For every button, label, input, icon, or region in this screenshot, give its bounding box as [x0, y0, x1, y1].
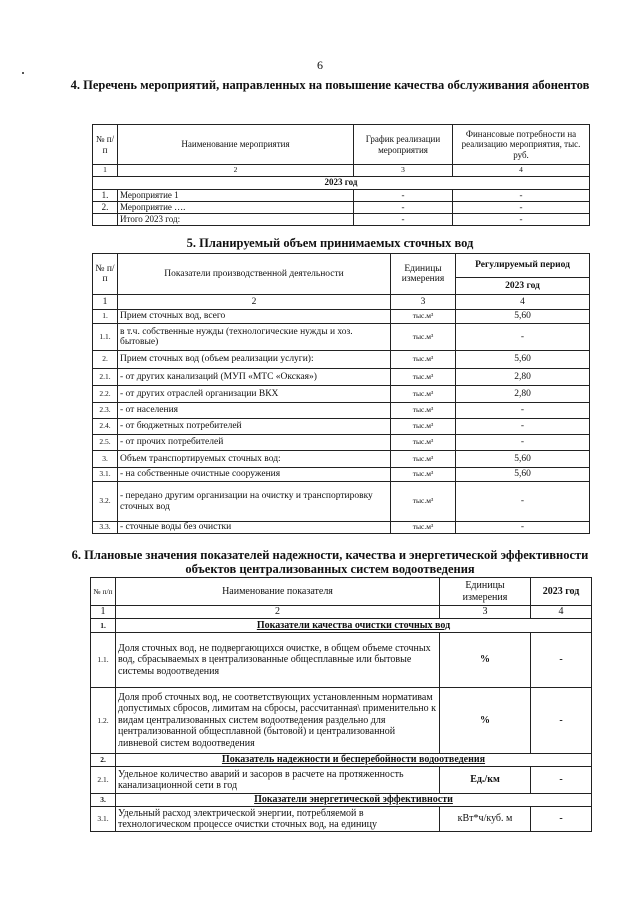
table-row [91, 767, 592, 794]
col-number: 1 [93, 295, 118, 310]
group-title: Показатели энергетической эффективности [116, 794, 592, 807]
row-schedule: - [354, 213, 453, 225]
header-unit: Единицы измерения [440, 578, 531, 606]
header-n: № п/п [93, 125, 118, 165]
group-row [91, 754, 592, 767]
row-number: 3. [93, 451, 118, 468]
group-row [91, 794, 592, 807]
row-number: 2.5. [93, 435, 118, 451]
page-number: 6 [317, 58, 323, 72]
header-n: № п/п [93, 254, 118, 295]
header-name: Наименование мероприятия [118, 125, 354, 165]
column-number-row [91, 606, 592, 619]
col-number: 3 [391, 295, 456, 310]
row-name: - на собственные очистные сооружения [118, 468, 391, 482]
row-finance: - [453, 189, 590, 201]
row-number: 2.2. [93, 386, 118, 403]
table-row [93, 435, 590, 451]
table-row [93, 468, 590, 482]
column-number-row [93, 295, 590, 310]
col-number: 3 [354, 165, 453, 177]
row-name: - от прочих потребителей [118, 435, 391, 451]
table-row [93, 522, 590, 534]
table-header-row [93, 125, 590, 165]
row-number: 1.1. [93, 324, 118, 351]
row-name: Итого 2023 год: [118, 213, 354, 225]
row-number: 3.1. [93, 468, 118, 482]
table-row [93, 189, 590, 201]
col-number: 4 [453, 165, 590, 177]
table-row [93, 386, 590, 403]
row-schedule: - [354, 201, 453, 213]
row-unit: Ед./км [440, 767, 531, 794]
table-row [93, 482, 590, 522]
header-finance: Финансовые потребности на реализацию мероприятия, тыс. руб. [453, 125, 590, 165]
row-value: - [456, 403, 590, 419]
row-unit: тыс.м³ [391, 369, 456, 386]
row-finance: - [453, 213, 590, 225]
row-unit: тыс.м³ [391, 403, 456, 419]
section4-title: 4. Перечень мероприятий, направленных на повышение качества обслуживания абонентов [70, 78, 590, 92]
table-row [93, 201, 590, 213]
row-number: 1.2. [91, 688, 116, 754]
row-number: 2.4. [93, 419, 118, 435]
header-schedule: График реализации мероприятия [354, 125, 453, 165]
row-name: в т.ч. собственные нужды (технологические нужды и хоз. бытовые) [118, 324, 391, 351]
group-number: 1. [91, 619, 116, 633]
row-number: 2. [93, 351, 118, 369]
row-name: Прием сточных вод (объем реализации услуги): [118, 351, 391, 369]
header-year: 2023 год [531, 578, 592, 606]
group-title: Показатели качества очистки сточных вод [116, 619, 592, 633]
table-row [91, 633, 592, 688]
row-value: - [456, 435, 590, 451]
row-unit: тыс.м³ [391, 522, 456, 534]
row-unit: тыс.м³ [391, 386, 456, 403]
header-name: Показатели производственной деятельности [118, 254, 391, 295]
row-value: 5,60 [456, 468, 590, 482]
group-number: 3. [91, 794, 116, 807]
row-number: 2.1. [91, 767, 116, 794]
table-row [93, 451, 590, 468]
group-title: Показатель надежности и бесперебойности водоотведения [116, 754, 592, 767]
column-number-row [93, 165, 590, 177]
col-number: 1 [93, 165, 118, 177]
row-number: 1. [93, 189, 118, 201]
row-value: - [531, 807, 592, 832]
row-number: 3.1. [91, 807, 116, 832]
row-unit: % [440, 633, 531, 688]
table-row [93, 324, 590, 351]
row-schedule: - [354, 189, 453, 201]
col-number: 2 [118, 165, 354, 177]
row-number: 2.1. [93, 369, 118, 386]
row-unit: тыс.м³ [391, 435, 456, 451]
row-finance: - [453, 201, 590, 213]
row-name: Мероприятие …. [118, 201, 354, 213]
row-value: 5,60 [456, 451, 590, 468]
table-row [93, 351, 590, 369]
row-number: 3.2. [93, 482, 118, 522]
col-number: 4 [456, 295, 590, 310]
row-unit: тыс.м³ [391, 324, 456, 351]
year-row [93, 176, 590, 189]
row-unit: тыс.м³ [391, 451, 456, 468]
row-value: - [456, 482, 590, 522]
row-value: 2,80 [456, 369, 590, 386]
row-number [93, 213, 118, 225]
header-period: Регулируемый период [456, 254, 590, 278]
row-number: 2. [93, 201, 118, 213]
row-value: - [456, 419, 590, 435]
table-indicators [90, 577, 592, 832]
table-row [91, 688, 592, 754]
year-label: 2023 год [93, 176, 590, 189]
row-value: - [531, 633, 592, 688]
row-unit: тыс.м³ [391, 482, 456, 522]
table-row [93, 369, 590, 386]
row-unit: тыс.м³ [391, 310, 456, 324]
row-name: - от других канализаций (МУП «МТС «Окская») [118, 369, 391, 386]
row-unit: кВт*ч/куб. м [440, 807, 531, 832]
col-number: 2 [118, 295, 391, 310]
row-value: 2,80 [456, 386, 590, 403]
row-number: 3.3. [93, 522, 118, 534]
row-value: - [531, 688, 592, 754]
row-name: Удельный расход электрической энергии, потребляемой в технологическом процессе очистки сточных вод, на единицу [116, 807, 440, 832]
col-number: 3 [440, 606, 531, 619]
table-row [93, 213, 590, 225]
row-number: 1. [93, 310, 118, 324]
row-value: - [531, 767, 592, 794]
row-name: - сточные воды без очистки [118, 522, 391, 534]
row-value: 5,60 [456, 310, 590, 324]
header-name: Наименование показателя [116, 578, 440, 606]
col-number: 1 [91, 606, 116, 619]
row-number: 2.3. [93, 403, 118, 419]
row-name: Доля проб сточных вод, не соответствующих установленным нормативам допустимых сбросов, лимитам на сбросы, рассчитанная\ применительно к видам централизованных систем водоотведения раздельно для централизованной общесплавной (бытовой) и централизованной ливневой систем водоотведения [116, 688, 440, 754]
table-row [91, 807, 592, 832]
row-value: 5,60 [456, 351, 590, 369]
col-number: 2 [116, 606, 440, 619]
table-wastewater [92, 253, 590, 534]
row-unit: тыс.м³ [391, 419, 456, 435]
table-row [93, 419, 590, 435]
row-name: Удельное количество аварий и засоров в расчете на протяженность канализационной сети в год [116, 767, 440, 794]
row-name: - от населения [118, 403, 391, 419]
section5-title: 5. Планируемый объем принимаемых сточных вод [186, 236, 474, 250]
row-number: 1.1. [91, 633, 116, 688]
header-unit: Единицы измерения [391, 254, 456, 295]
row-name: Объем транспортируемых сточных вод: [118, 451, 391, 468]
row-value: - [456, 324, 590, 351]
table-row [93, 403, 590, 419]
row-name: - от других отраслей организации ВКХ [118, 386, 391, 403]
row-value: - [456, 522, 590, 534]
row-name: Доля сточных вод, не подвергающихся очистке, в общем объеме сточных вод, сбрасываемых в централизованные общесплавные или бытовые системы водоотведения [116, 633, 440, 688]
row-unit: тыс.м³ [391, 351, 456, 369]
table-header-row [93, 254, 590, 278]
section6-title: 6. Плановые значения показателей надежности, качества и энергетической эффективности объектов централизованных систем водоотведения [71, 548, 589, 576]
row-name: - от бюджетных потребителей [118, 419, 391, 435]
row-name: Мероприятие 1 [118, 189, 354, 201]
table-measures [92, 124, 590, 226]
col-number: 4 [531, 606, 592, 619]
row-name: Прием сточных вод, всего [118, 310, 391, 324]
table-row [93, 310, 590, 324]
row-unit: % [440, 688, 531, 754]
header-n: № п/п [91, 578, 116, 606]
row-unit: тыс.м³ [391, 468, 456, 482]
header-year: 2023 год [456, 278, 590, 295]
group-number: 2. [91, 754, 116, 767]
row-name: - передано другим организации на очистку и транспортировку сточных вод [118, 482, 391, 522]
group-row [91, 619, 592, 633]
table-header-row [91, 578, 592, 606]
